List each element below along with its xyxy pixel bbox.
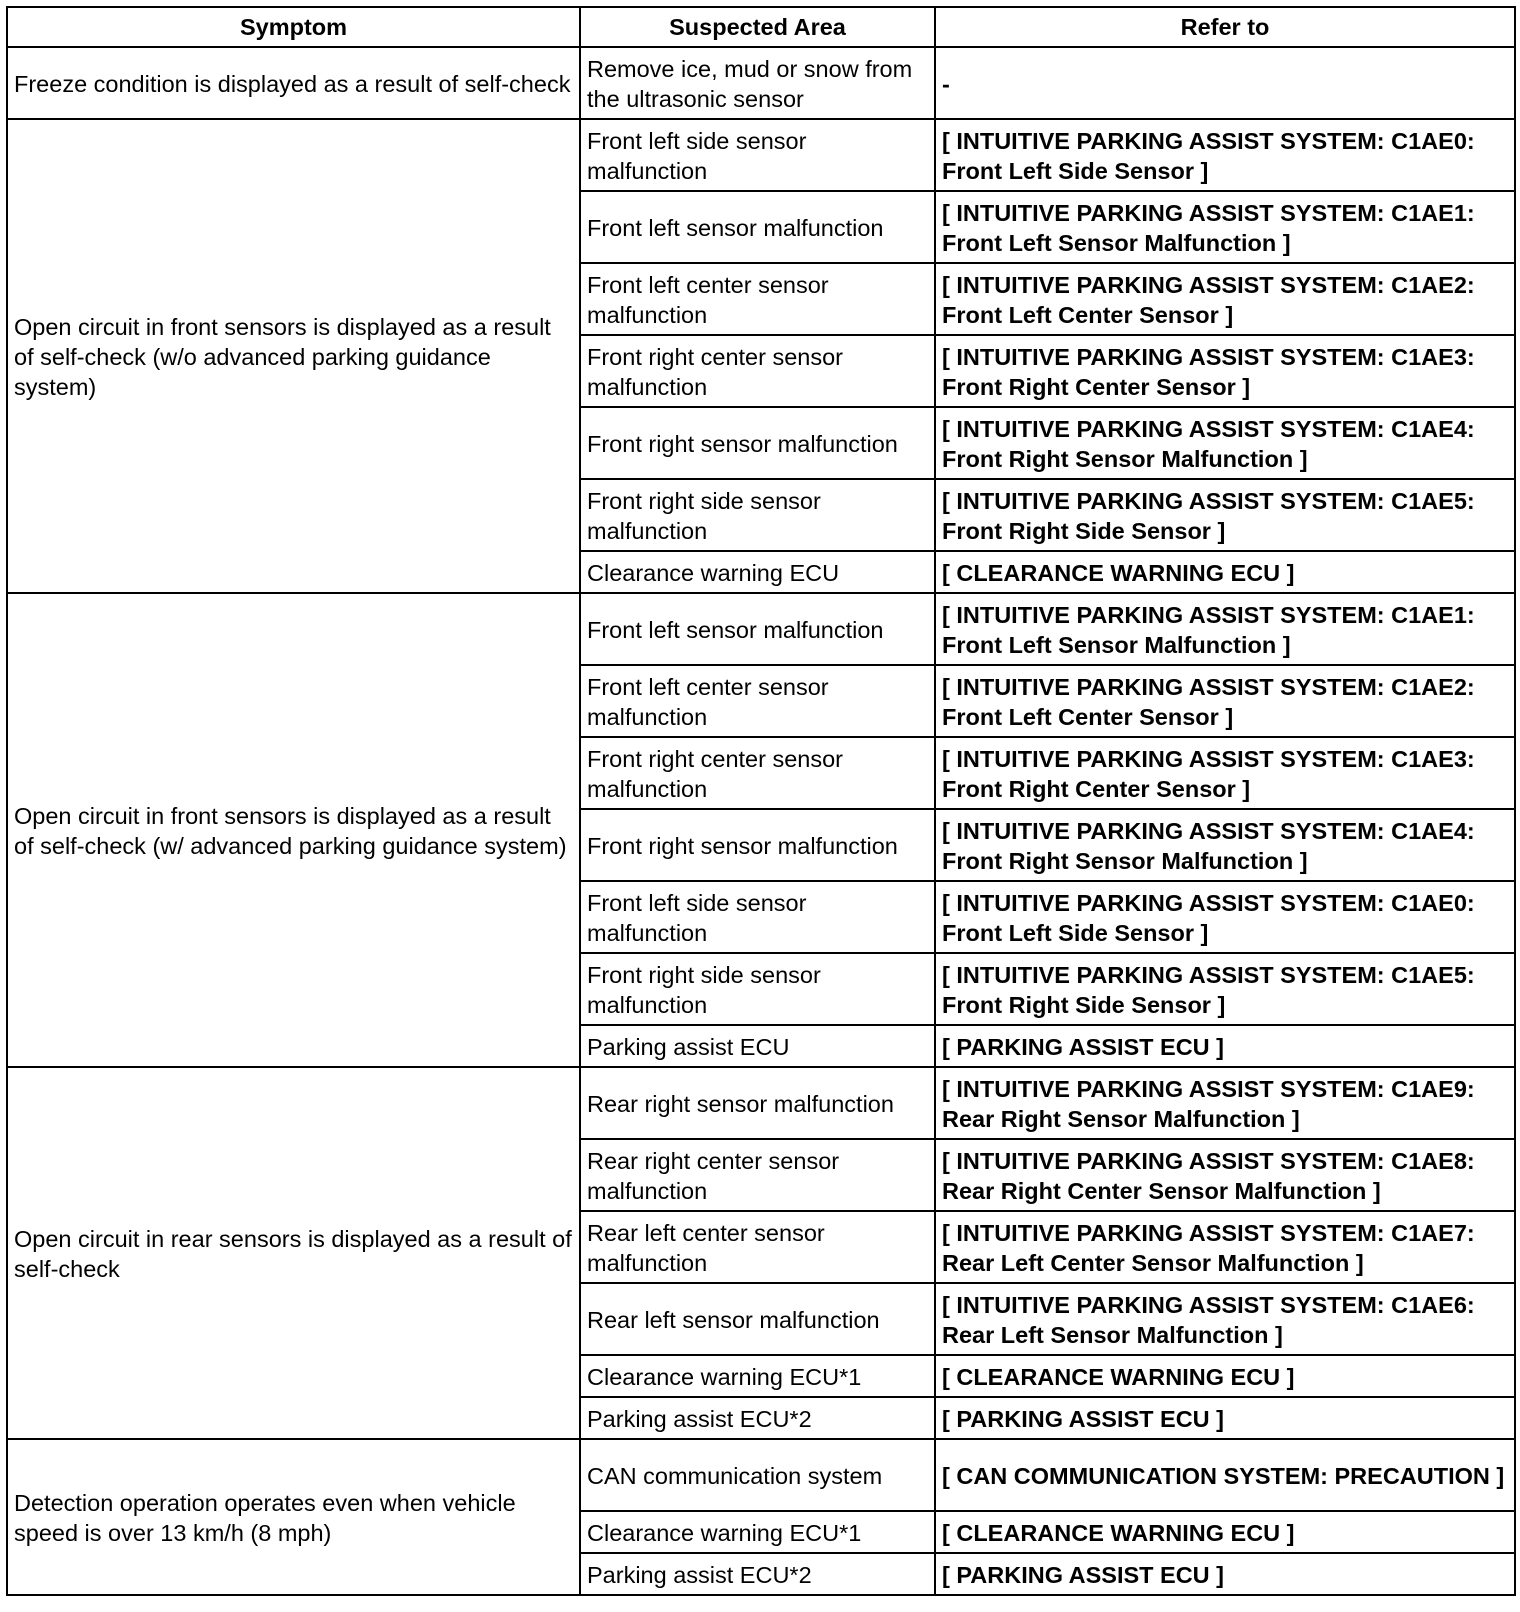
refer-to-cell: [ INTUITIVE PARKING ASSIST SYSTEM: C1AE0: Front Left Side Sensor ] [935, 119, 1515, 191]
refer-to-cell: [ INTUITIVE PARKING ASSIST SYSTEM: C1AE5: Front Right Side Sensor ] [935, 479, 1515, 551]
symptom-cell: Open circuit in front sensors is displayed as a result of self-check (w/ advanced parking guidance system) [7, 593, 580, 1067]
refer-to-cell: [ INTUITIVE PARKING ASSIST SYSTEM: C1AE4: Front Right Sensor Malfunction ] [935, 809, 1515, 881]
suspected-area-cell: Parking assist ECU [580, 1025, 935, 1067]
refer-to-cell: [ INTUITIVE PARKING ASSIST SYSTEM: C1AE2: Front Left Center Sensor ] [935, 665, 1515, 737]
refer-to-cell: [ INTUITIVE PARKING ASSIST SYSTEM: C1AE3: Front Right Center Sensor ] [935, 737, 1515, 809]
suspected-area-cell: Clearance warning ECU*1 [580, 1355, 935, 1397]
refer-to-cell: [ INTUITIVE PARKING ASSIST SYSTEM: C1AE1: Front Left Sensor Malfunction ] [935, 593, 1515, 665]
suspected-area-cell: Rear right sensor malfunction [580, 1067, 935, 1139]
refer-to-cell: [ INTUITIVE PARKING ASSIST SYSTEM: C1AE1: Front Left Sensor Malfunction ] [935, 191, 1515, 263]
refer-to-cell: [ CLEARANCE WARNING ECU ] [935, 1511, 1515, 1553]
suspected-area-cell: CAN communication system [580, 1439, 935, 1511]
suspected-area-cell: Parking assist ECU*2 [580, 1397, 935, 1439]
suspected-area-cell: Front left sensor malfunction [580, 191, 935, 263]
refer-to-cell: [ INTUITIVE PARKING ASSIST SYSTEM: C1AE4: Front Right Sensor Malfunction ] [935, 407, 1515, 479]
suspected-area-cell: Front right center sensor malfunction [580, 737, 935, 809]
header-refer-to: Refer to [935, 7, 1515, 47]
refer-to-cell: [ INTUITIVE PARKING ASSIST SYSTEM: C1AE2: Front Left Center Sensor ] [935, 263, 1515, 335]
refer-to-cell: [ PARKING ASSIST ECU ] [935, 1025, 1515, 1067]
refer-to-cell: [ PARKING ASSIST ECU ] [935, 1553, 1515, 1595]
suspected-area-cell: Rear left sensor malfunction [580, 1283, 935, 1355]
suspected-area-cell: Remove ice, mud or snow from the ultrasonic sensor [580, 47, 935, 119]
suspected-area-cell: Front right sensor malfunction [580, 809, 935, 881]
suspected-area-cell: Front right side sensor malfunction [580, 953, 935, 1025]
suspected-area-cell: Front left side sensor malfunction [580, 119, 935, 191]
refer-to-cell: [ PARKING ASSIST ECU ] [935, 1397, 1515, 1439]
refer-to-cell: [ INTUITIVE PARKING ASSIST SYSTEM: C1AE5: Front Right Side Sensor ] [935, 953, 1515, 1025]
refer-to-cell: [ INTUITIVE PARKING ASSIST SYSTEM: C1AE9: Rear Right Sensor Malfunction ] [935, 1067, 1515, 1139]
suspected-area-cell: Clearance warning ECU*1 [580, 1511, 935, 1553]
suspected-area-cell: Clearance warning ECU [580, 551, 935, 593]
suspected-area-cell: Front right sensor malfunction [580, 407, 935, 479]
symptom-cell: Open circuit in front sensors is displayed as a result of self-check (w/o advanced parking guidance system) [7, 119, 580, 593]
suspected-area-cell: Front left sensor malfunction [580, 593, 935, 665]
header-suspected-area: Suspected Area [580, 7, 935, 47]
refer-to-cell: [ INTUITIVE PARKING ASSIST SYSTEM: C1AE0: Front Left Side Sensor ] [935, 881, 1515, 953]
refer-to-cell: [ INTUITIVE PARKING ASSIST SYSTEM: C1AE3: Front Right Center Sensor ] [935, 335, 1515, 407]
problem-symptoms-table [6, 6, 1516, 1596]
table-row [7, 47, 1515, 119]
table-row [7, 1067, 1515, 1139]
suspected-area-cell: Rear left center sensor malfunction [580, 1211, 935, 1283]
refer-to-cell: [ CLEARANCE WARNING ECU ] [935, 1355, 1515, 1397]
suspected-area-cell: Front left center sensor malfunction [580, 263, 935, 335]
symptom-cell: Open circuit in rear sensors is displayed as a result of self-check [7, 1067, 580, 1439]
table-row [7, 119, 1515, 191]
table-row [7, 1439, 1515, 1511]
table-header-row [7, 7, 1515, 47]
refer-to-cell: - [935, 47, 1515, 119]
refer-to-cell: [ CLEARANCE WARNING ECU ] [935, 551, 1515, 593]
refer-to-cell: [ INTUITIVE PARKING ASSIST SYSTEM: C1AE6: Rear Left Sensor Malfunction ] [935, 1283, 1515, 1355]
suspected-area-cell: Front right side sensor malfunction [580, 479, 935, 551]
suspected-area-cell: Front left center sensor malfunction [580, 665, 935, 737]
table-row [7, 593, 1515, 665]
symptom-cell: Freeze condition is displayed as a result of self-check [7, 47, 580, 119]
suspected-area-cell: Front right center sensor malfunction [580, 335, 935, 407]
suspected-area-cell: Front left side sensor malfunction [580, 881, 935, 953]
refer-to-cell: [ INTUITIVE PARKING ASSIST SYSTEM: C1AE8: Rear Right Center Sensor Malfunction ] [935, 1139, 1515, 1211]
suspected-area-cell: Parking assist ECU*2 [580, 1553, 935, 1595]
table-body [7, 47, 1515, 1595]
header-symptom: Symptom [7, 7, 580, 47]
symptom-cell: Detection operation operates even when vehicle speed is over 13 km/h (8 mph) [7, 1439, 580, 1595]
refer-to-cell: [ INTUITIVE PARKING ASSIST SYSTEM: C1AE7: Rear Left Center Sensor Malfunction ] [935, 1211, 1515, 1283]
refer-to-cell: [ CAN COMMUNICATION SYSTEM: PRECAUTION ] [935, 1439, 1515, 1511]
suspected-area-cell: Rear right center sensor malfunction [580, 1139, 935, 1211]
